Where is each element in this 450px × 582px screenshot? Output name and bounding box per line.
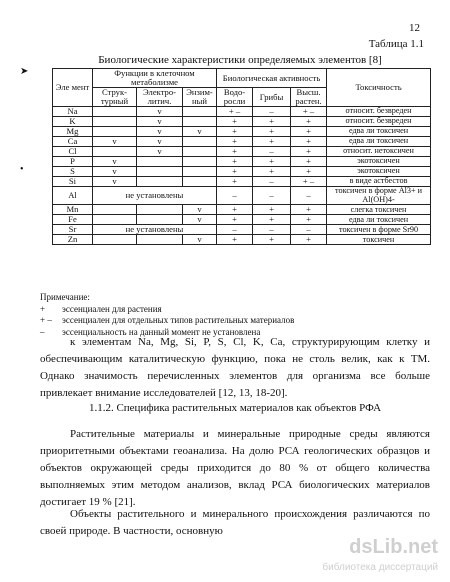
element-cell: Cl	[53, 147, 93, 157]
header-activity: Биологическая активность	[217, 69, 327, 88]
header-electrolytic: Электро-литич.	[137, 88, 183, 107]
element-cell: Ca	[53, 137, 93, 147]
toxicity-cell: экотоксичен	[327, 167, 431, 177]
fungi-cell: +	[253, 117, 291, 127]
table-row	[53, 117, 431, 127]
enzymatic-cell	[183, 147, 217, 157]
element-cell: Fe	[53, 215, 93, 225]
structural-cell: v	[93, 137, 137, 147]
element-cell: K	[53, 117, 93, 127]
functions-note-cell: не установлены	[93, 187, 217, 205]
fungi-cell: –	[253, 107, 291, 117]
higher-plants-cell: + –	[291, 107, 327, 117]
enzymatic-cell: v	[183, 127, 217, 137]
structural-cell: v	[93, 157, 137, 167]
element-cell: S	[53, 167, 93, 177]
note-text: эссенциален для растения	[62, 303, 162, 314]
algae-cell: –	[217, 187, 253, 205]
functions-note-cell: не установлены	[93, 225, 217, 235]
electrolytic-cell: v	[137, 117, 183, 127]
enzymatic-cell: v	[183, 235, 217, 245]
algae-cell: +	[217, 157, 253, 167]
structural-cell	[93, 107, 137, 117]
toxicity-cell: экотоксичен	[327, 157, 431, 167]
margin-mark-icon: ➤	[20, 66, 29, 77]
electrolytic-cell: v	[137, 137, 183, 147]
table-row	[53, 215, 431, 225]
electrolytic-cell	[137, 167, 183, 177]
higher-plants-cell: +	[291, 157, 327, 167]
toxicity-cell: токсичен в форме Sr90	[327, 225, 431, 235]
electrolytic-cell	[137, 177, 183, 187]
table-row	[53, 147, 431, 157]
toxicity-cell: токсичен	[327, 235, 431, 245]
algae-cell: +	[217, 127, 253, 137]
algae-cell: +	[217, 167, 253, 177]
algae-cell: +	[217, 137, 253, 147]
note-item	[40, 315, 294, 327]
element-cell: Na	[53, 107, 93, 117]
algae-cell: +	[217, 147, 253, 157]
watermark-logo	[308, 536, 438, 580]
table-row	[53, 107, 431, 117]
body-paragraph: Растительные материалы и минеральные природные среды являются приоритетными объектами геоанализа. На долю РСА геологических образцов и объектов окружающей среды приходится до 80 % от общего количества выполняемых этим методом анализов, вклад РСА биологических материалов достигает 19 % [21].	[40, 428, 430, 508]
toxicity-cell: едва ли токсичен	[327, 137, 431, 147]
structural-cell	[93, 117, 137, 127]
table-row	[53, 205, 431, 215]
electrolytic-cell	[137, 215, 183, 225]
higher-plants-cell: +	[291, 235, 327, 245]
fungi-cell: +	[253, 127, 291, 137]
enzymatic-cell	[183, 117, 217, 127]
body-paragraph: к элементам Na, Mg, Si, P, S, Cl, K, Ca, структурирующим клетку и обеспечивающим каталитическую функцию, пока не столь велик, как к ТМ. Однако значимость перечисленных элементов для организма все больше привлекает внимание исследователей [12, 13, 18-20].	[40, 336, 430, 399]
page-number: 12	[409, 22, 420, 34]
electrolytic-cell: v	[137, 127, 183, 137]
element-cell: Mg	[53, 127, 93, 137]
table-body	[53, 205, 431, 225]
higher-plants-cell: –	[291, 225, 327, 235]
table-row	[53, 177, 431, 187]
table-row	[53, 157, 431, 167]
header-toxicity: Токсичность	[327, 69, 431, 107]
note-symbol: + –	[40, 315, 52, 325]
algae-cell: + –	[217, 107, 253, 117]
body-paragraph: Объекты растительного и минерального происхождения различаются по своей природе. В частности, основную	[40, 508, 430, 537]
enzymatic-cell	[183, 137, 217, 147]
fungi-cell: +	[253, 157, 291, 167]
header-functions: Функции в клеточном метаболизме	[93, 69, 217, 88]
fungi-cell: +	[253, 167, 291, 177]
toxicity-cell: относит. нетоксичен	[327, 147, 431, 157]
higher-plants-cell: +	[291, 137, 327, 147]
fungi-cell: –	[253, 147, 291, 157]
biological-characteristics-table	[52, 68, 431, 245]
toxicity-cell: едва ли токсичен	[327, 127, 431, 137]
element-cell: Sr	[53, 225, 93, 235]
enzymatic-cell	[183, 157, 217, 167]
header-higher-plants: Высш. растен.	[291, 88, 327, 107]
table-row	[53, 225, 431, 235]
structural-cell	[93, 205, 137, 215]
higher-plants-cell: –	[291, 187, 327, 205]
higher-plants-cell: +	[291, 127, 327, 137]
fungi-cell: +	[253, 235, 291, 245]
margin-mark-icon: •	[20, 164, 24, 175]
enzymatic-cell: v	[183, 205, 217, 215]
fungi-cell: –	[253, 177, 291, 187]
electrolytic-cell: v	[137, 107, 183, 117]
table-row	[53, 235, 431, 245]
fungi-cell: +	[253, 215, 291, 225]
header-enzymatic: Энзим-ный	[183, 88, 217, 107]
note-text: эссенциальность на данный момент не установлена	[62, 326, 261, 337]
algae-cell: +	[217, 117, 253, 127]
note-symbol: –	[40, 326, 45, 337]
algae-cell: +	[217, 205, 253, 215]
note-text: эссенциален для отдельных типов растительных материалов	[62, 315, 295, 325]
element-cell: Al	[53, 187, 93, 205]
watermark-site: dsLib.net	[349, 536, 438, 558]
table-row	[53, 137, 431, 147]
electrolytic-cell: v	[137, 147, 183, 157]
enzymatic-cell	[183, 177, 217, 187]
algae-cell: –	[217, 225, 253, 235]
toxicity-cell: относит. безвреден	[327, 117, 431, 127]
enzymatic-cell	[183, 167, 217, 177]
higher-plants-cell: + –	[291, 177, 327, 187]
higher-plants-cell: +	[291, 215, 327, 225]
electrolytic-cell	[137, 205, 183, 215]
table-header-row	[53, 69, 431, 88]
algae-cell: +	[217, 235, 253, 245]
fungi-cell: +	[253, 137, 291, 147]
element-cell: P	[53, 157, 93, 167]
header-algae: Водо-росли	[217, 88, 253, 107]
table-row	[53, 167, 431, 177]
toxicity-cell: относит. безвреден	[327, 107, 431, 117]
note-symbol: +	[40, 303, 46, 314]
notes-title: Примечание:	[40, 292, 90, 302]
structural-cell: v	[93, 167, 137, 177]
watermark-caption: библиотека диссертаций	[322, 562, 438, 573]
structural-cell	[93, 215, 137, 225]
algae-cell: +	[217, 177, 253, 187]
enzymatic-cell: v	[183, 215, 217, 225]
higher-plants-cell: +	[291, 147, 327, 157]
toxicity-cell: в виде астбестов	[327, 177, 431, 187]
algae-cell: +	[217, 215, 253, 225]
header-element: Эле мент	[53, 69, 93, 107]
enzymatic-cell	[183, 107, 217, 117]
higher-plants-cell: +	[291, 205, 327, 215]
table-row	[53, 187, 431, 205]
element-cell: Mn	[53, 205, 93, 215]
table-title: Биологические характеристики определяемых элементов [8]	[98, 54, 382, 66]
structural-cell: v	[93, 177, 137, 187]
electrolytic-cell	[137, 235, 183, 245]
fungi-cell: –	[253, 225, 291, 235]
table-notes	[40, 292, 294, 338]
structural-cell	[93, 147, 137, 157]
fungi-cell: –	[253, 187, 291, 205]
element-cell: Si	[53, 177, 93, 187]
header-fungi: Грибы	[253, 88, 291, 107]
toxicity-cell: едва ли токсичен	[327, 215, 431, 225]
element-cell: Zn	[53, 235, 93, 245]
higher-plants-cell: +	[291, 167, 327, 177]
section-heading: 1.1.2. Специфика растительных материалов как объектов РФА	[88, 402, 382, 414]
table-label: Таблица 1.1	[368, 38, 424, 50]
table-row	[53, 127, 431, 137]
structural-cell	[93, 127, 137, 137]
electrolytic-cell	[137, 157, 183, 167]
header-structural: Струк-турный	[93, 88, 137, 107]
toxicity-cell: слегка токсичен	[327, 205, 431, 215]
toxicity-cell: токсичен в форме Al3+ и Al(OH)4-	[327, 187, 431, 205]
higher-plants-cell: +	[291, 117, 327, 127]
structural-cell	[93, 235, 137, 245]
fungi-cell: +	[253, 205, 291, 215]
table-body	[53, 107, 431, 187]
note-item	[40, 304, 294, 316]
